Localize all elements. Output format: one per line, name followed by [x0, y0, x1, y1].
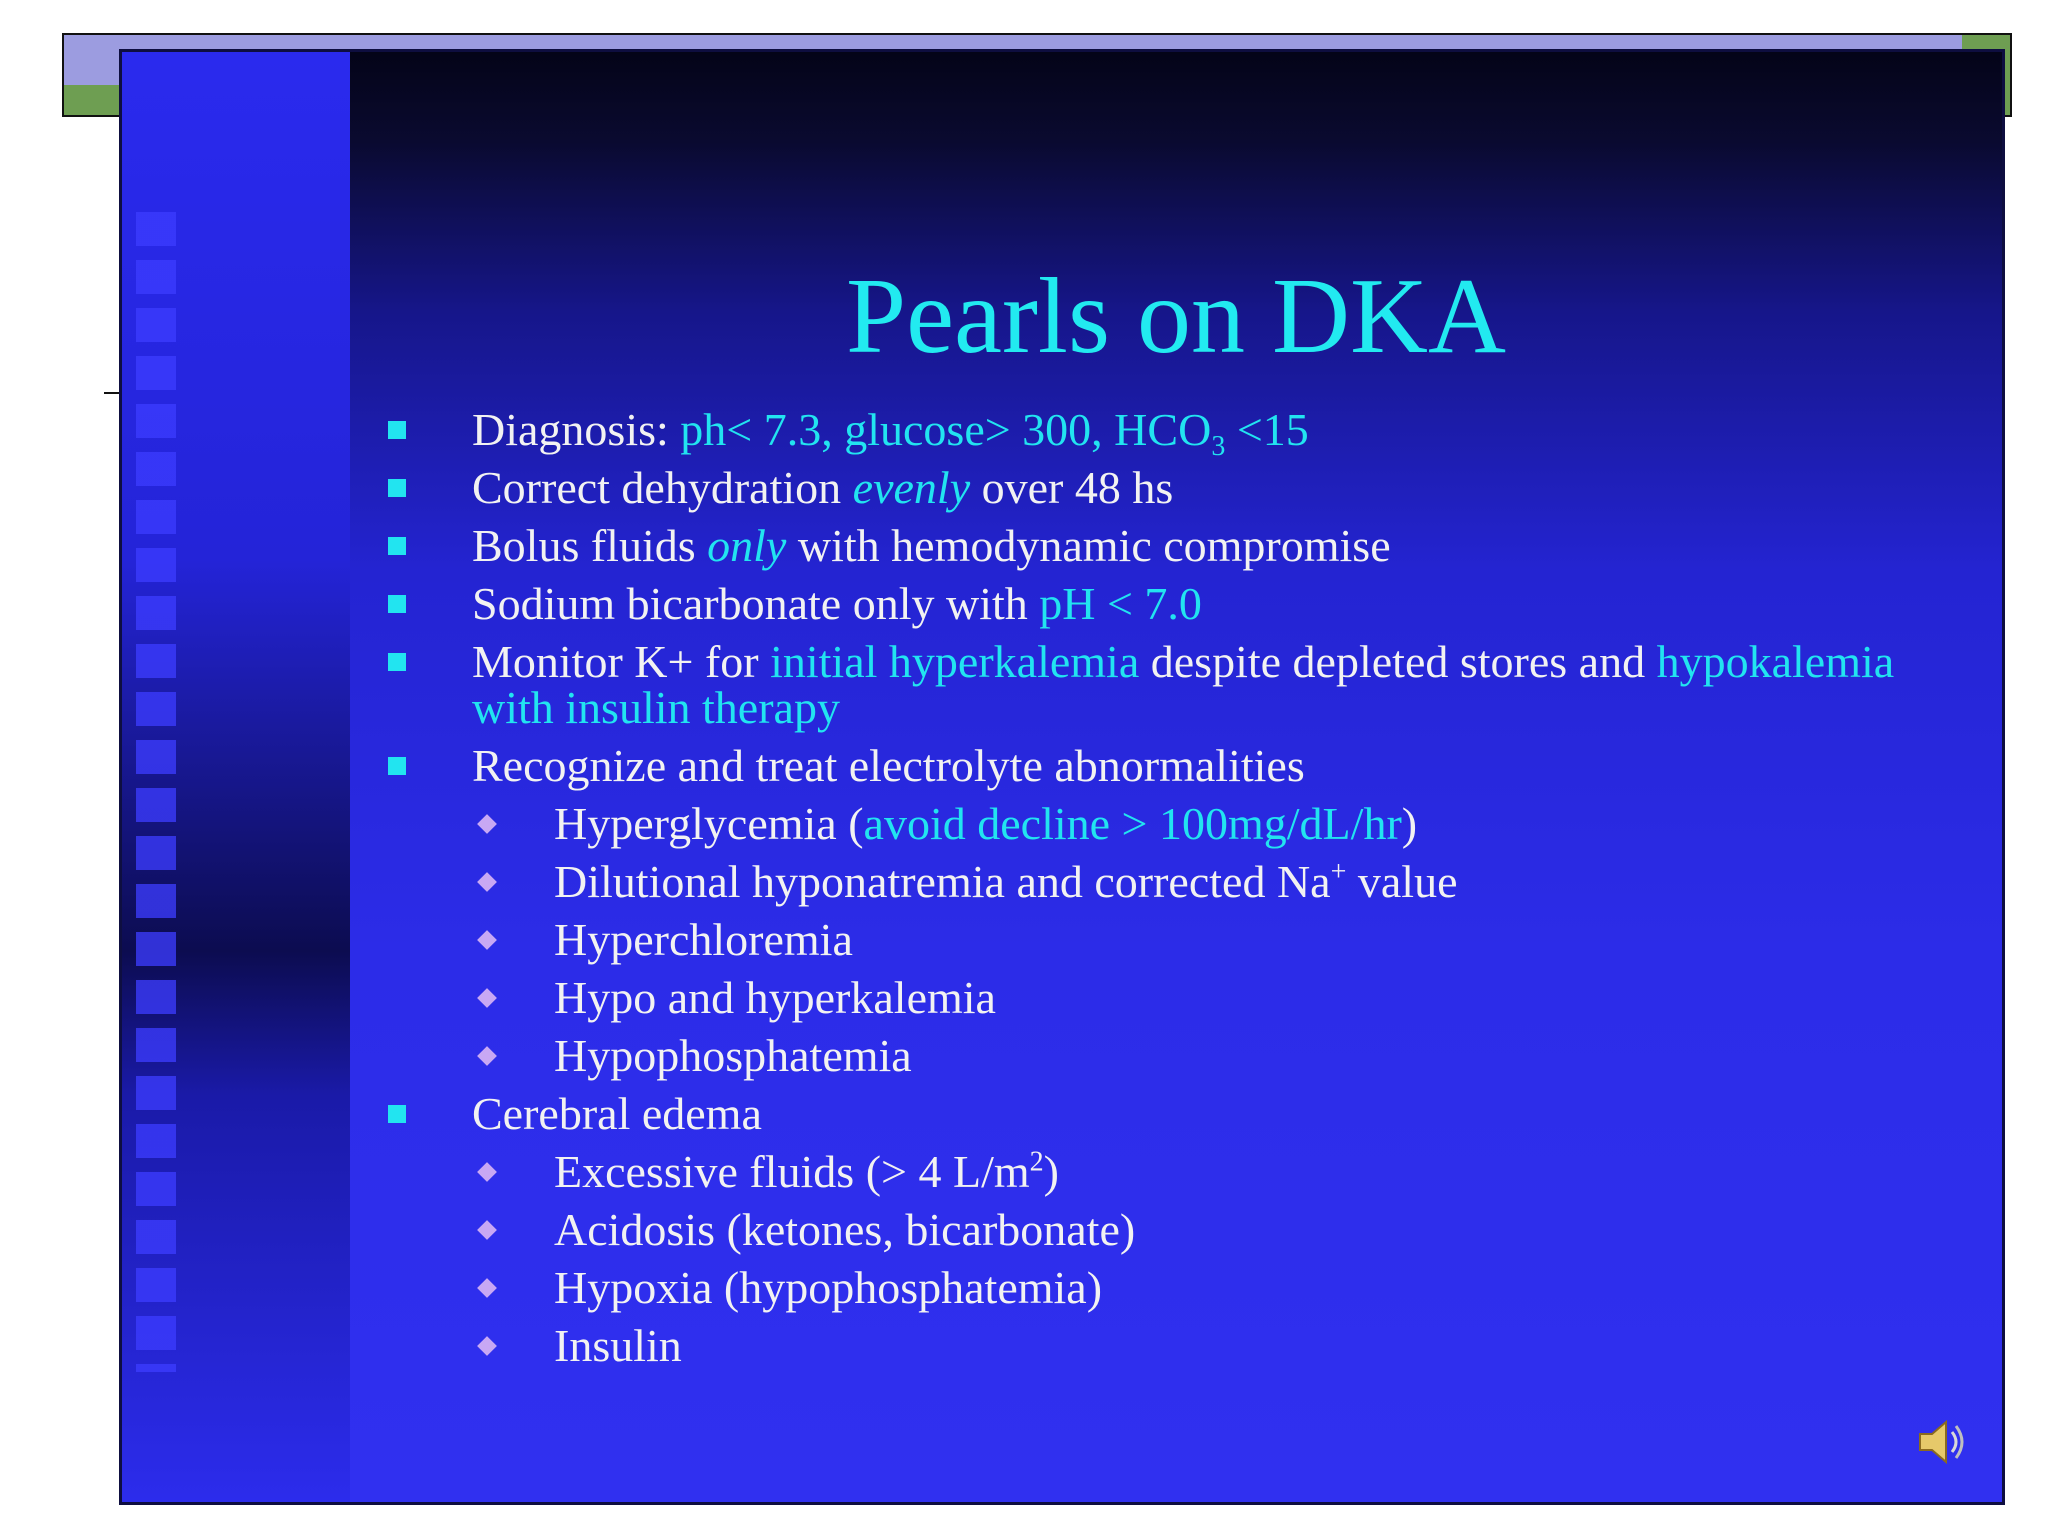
diamond-bullet-icon [477, 930, 497, 950]
bullet-text-part: Hyperchloremia [554, 914, 853, 965]
bullet-text-part: Acidosis (ketones, bicarbonate) [554, 1204, 1136, 1255]
bullet-text-part: ) [1043, 1146, 1059, 1197]
sub-bullet-item [382, 1146, 1982, 1197]
bullet-list [382, 404, 1982, 1381]
square-bullet-icon [388, 1105, 406, 1123]
bullet-item [382, 1088, 1982, 1139]
bullet-text-part: over 48 hs [970, 462, 1174, 513]
sub-bullet-item [382, 914, 1982, 965]
slide-decor-squares [136, 212, 176, 1372]
bullet-text-part: + [1330, 856, 1347, 888]
square-bullet-icon [388, 537, 406, 555]
bullet-item [382, 740, 1982, 791]
bullet-text-part: Excessive fluids (> 4 L/m [554, 1146, 1030, 1197]
bullet-text-part: value [1346, 856, 1458, 907]
bullet-text-part: 2 [1029, 1146, 1044, 1178]
bullet-text-part: <15 [1225, 404, 1309, 455]
square-bullet-icon [388, 757, 406, 775]
bullet-text-part: Hypoxia (hypophosphatemia) [554, 1262, 1103, 1313]
bullet-text-part: hypokalemia with insulin therapy [472, 636, 1895, 733]
sub-bullet-item [382, 1030, 1982, 1081]
bullet-text-part: Recognize and treat electrolyte abnormalities [472, 740, 1305, 791]
diamond-bullet-icon [477, 1046, 497, 1066]
bullet-text-part: Insulin [554, 1320, 682, 1371]
bullet-item [382, 636, 1982, 733]
diamond-bullet-icon [477, 1162, 497, 1182]
diamond-bullet-icon [477, 1278, 497, 1298]
bullet-text-part: Correct dehydration [472, 462, 853, 513]
bullet-text-part: Hypophosphatemia [554, 1030, 912, 1081]
square-bullet-icon [388, 653, 406, 671]
bullet-text-part: ) [1401, 798, 1418, 849]
bullet-text-part: ph< 7.3, glucose> 300, HCO [680, 404, 1212, 455]
sub-bullet-item [382, 972, 1982, 1023]
bullet-text-part: 3 [1211, 431, 1226, 463]
bullet-text-part: Monitor K+ for [472, 636, 771, 687]
speaker-icon[interactable] [1912, 1412, 1972, 1472]
bullet-text-part: pH < 7.0 [1039, 578, 1202, 629]
bullet-item [382, 520, 1982, 571]
diamond-bullet-icon [477, 1220, 497, 1240]
bullet-text-part: Cerebral edema [472, 1088, 762, 1139]
bullet-text-part: avoid decline > 100mg/dL/hr [863, 798, 1402, 849]
diamond-bullet-icon [477, 872, 497, 892]
bullet-text-part: only [707, 520, 787, 571]
slide [122, 52, 2002, 1502]
diamond-bullet-icon [477, 988, 497, 1008]
bullet-text-part: evenly [852, 462, 971, 513]
sub-bullet-item [382, 1204, 1982, 1255]
bullet-text-part: despite depleted stores and [1139, 636, 1657, 687]
slide-title: Pearls on DKA [846, 257, 1506, 376]
bullet-text-part: Bolus fluids [472, 520, 708, 571]
diamond-bullet-icon [477, 814, 497, 834]
bullet-text-part: Diagnosis: [472, 404, 681, 455]
sub-bullet-item [382, 798, 1982, 849]
square-bullet-icon [388, 421, 406, 439]
bullet-text-part: Sodium bicarbonate only with [472, 578, 1040, 629]
diamond-bullet-icon [477, 1336, 497, 1356]
bullet-item [382, 578, 1982, 629]
bullet-item [382, 462, 1982, 513]
bullet-text-part: Dilutional hyponatremia and corrected Na [554, 856, 1331, 907]
square-bullet-icon [388, 595, 406, 613]
square-bullet-icon [388, 479, 406, 497]
bullet-item [382, 404, 1982, 463]
sub-bullet-item [382, 856, 1982, 907]
bullet-text-part: initial hyperkalemia [770, 636, 1140, 687]
bullet-text-part: Hyperglycemia ( [554, 798, 864, 849]
bullet-text-part: Hypo and hyperkalemia [554, 972, 996, 1023]
bullet-text-part: with hemodynamic compromise [786, 520, 1391, 571]
sub-bullet-item [382, 1320, 1982, 1371]
sub-bullet-item [382, 1262, 1982, 1313]
